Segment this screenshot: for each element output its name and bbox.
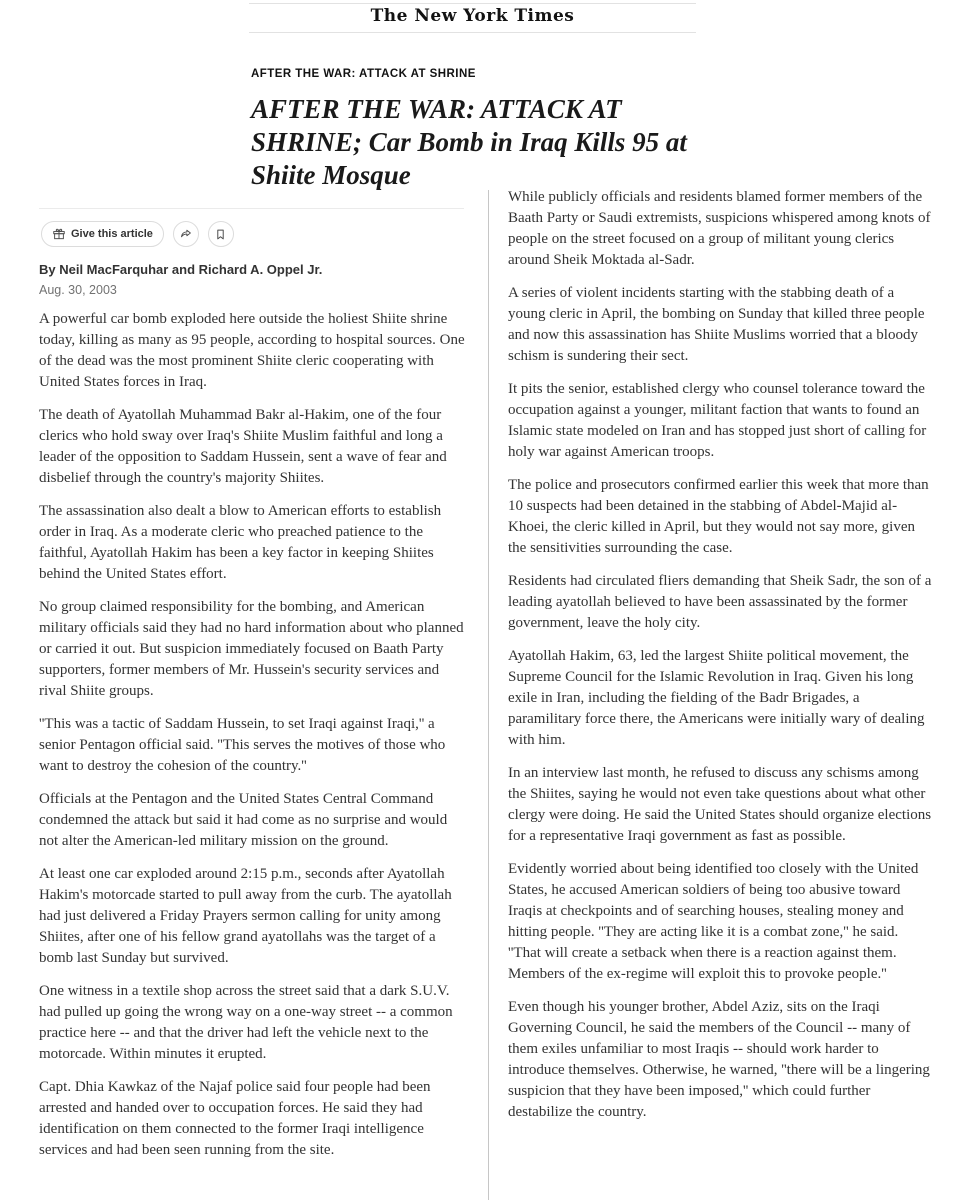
share-tools xyxy=(41,221,467,247)
give-article-label: Give this article xyxy=(71,228,153,240)
nyt-masthead-logo[interactable]: The New York Times xyxy=(370,6,575,26)
article-header xyxy=(251,68,689,192)
article-paragraph: A series of violent incidents starting with the stabbing death of a young cleric in April, the bombing on Sunday that killed three people and now this assassination has Shiite Muslims worried that a bloody schism is sundering their sect. xyxy=(508,285,925,364)
byline: By Neil MacFarquhar and Richard A. Oppel Jr. xyxy=(39,262,323,277)
article-paragraph: It pits the senior, established clergy who counsel tolerance toward the occupation against a younger, militant faction that wants to found an Islamic state modeled on Iran and has stopped just short of calling for holy war against American troops. xyxy=(508,381,927,460)
article-paragraph: The police and prosecutors confirmed earlier this week that more than 10 suspects had been detained in the stabbing of Abdel-Majid al-Khoei, the cleric killed in April, but they would not say more, given the sensitivities surrounding the case. xyxy=(508,477,929,556)
gift-icon xyxy=(52,227,66,241)
article-paragraph: The assassination also dealt a blow to American efforts to establish order in Iraq. As a moderate cleric who preached patience to the faithful, Ayatollah Hakim has been a key factor in keeping Shiites behind the United States effort. xyxy=(39,503,442,582)
bookmark-icon xyxy=(214,228,227,241)
article-paragraph: ''This was a tactic of Saddam Hussein, to set Iraqi against Iraqi,'' a senior Pentagon official said. ''This serves the motives of those who want to destroy the cohesion of the country.'' xyxy=(39,716,446,774)
share-button[interactable] xyxy=(173,221,199,247)
give-article-button[interactable] xyxy=(41,221,164,247)
article-paragraph: A powerful car bomb exploded here outside the holiest Shiite shrine today, killing as many as 95 people, according to hospital sources. One of the dead was the most prominent Shiite cleric cooperating with United States forces in Iraq. xyxy=(39,311,465,390)
article-headline: AFTER THE WAR: ATTACK AT SHRINE; Car Bomb in Iraq Kills 95 at Shiite Mosque xyxy=(251,94,687,190)
article-paragraph: Evidently worried about being identified too closely with the United States, he accused American soldiers of being too abusive toward Iraqis at checkpoints and of searching houses, stealing money and hitting people. ''They are acting like it is a combat zone,'' he said. ''That will create a setback when there is a reaction against them. Members of the ex-regime will exploit this to provoke people.'' xyxy=(508,861,919,982)
publish-date: Aug. 30, 2003 xyxy=(39,283,117,297)
article-paragraph: No group claimed responsibility for the bombing, and American military officials said they had no hard information about who planned or carried it out. But suspicion immediately focused on Baath Party supporters, former members of Mr. Hussein's security services and rival Shiite groups. xyxy=(39,599,464,699)
article-paragraph: The death of Ayatollah Muhammad Bakr al-Hakim, one of the four clerics who hold sway over Iraq's Shiite Muslim faithful and long a leader of the opposition to Saddam Hussein, sent a wave of fear and disbelief through the country's majority Shiites. xyxy=(39,407,447,486)
article-paragraph: Capt. Dhia Kawkaz of the Najaf police said four people had been arrested and handed over to occupation forces. He said they had identification on them connected to the former Iraqi intelligence services and had been seen running from the site. xyxy=(39,1079,431,1158)
article-paragraph: One witness in a textile shop across the street said that a dark S.U.V. had pulled up going the wrong way on a one-way street -- a common practice here -- and that the driver had left the vehicle next to the motorcade. Within minutes it erupted. xyxy=(39,983,453,1062)
article-paragraph: In an interview last month, he refused to discuss any schisms among the Shiites, saying he would not even take questions about what other clergy were doing. He said the United States should organize elections for a representative Iraqi government as fast as possible. xyxy=(508,765,932,844)
share-icon xyxy=(179,227,193,241)
column-divider xyxy=(488,190,489,1200)
tools-divider-rule xyxy=(39,208,464,209)
article-paragraph: Ayatollah Hakim, 63, led the largest Shiite political movement, the Supreme Council for the Islamic Revolution in Iraq. Given his long exile in Iran, including the fielding of the Badr Brigades, a paramilitary force there, the Americans were initially wary of dealing with him. xyxy=(508,648,925,748)
masthead-rule-bottom xyxy=(249,32,696,33)
bookmark-button[interactable] xyxy=(208,221,234,247)
article-paragraph: Residents had circulated fliers demanding that Sheik Sadr, the son of a leading ayatollah believed to have been assassinated by the former government, leave the holy city. xyxy=(508,573,932,631)
article-paragraph: Even though his younger brother, Abdel Aziz, sits on the Iraqi Governing Council, he said the members of the Council -- many of them exiles unfamiliar to most Iraqis -- should work harder to introduce themselves. Otherwise, he warned, ''there will be a lingering suspicion that they have been imposed,'' which could further destabilize the country. xyxy=(508,999,930,1120)
article-paragraph: While publicly officials and residents blamed former members of the Baath Party or Saudi extremists, suspicions whispered among knots of people on the street focused on a group of militant young clerics around Sheik Moktada al-Sadr. xyxy=(508,189,931,268)
right-column xyxy=(508,187,932,1135)
article-paragraph: At least one car exploded around 2:15 p.m., seconds after Ayatollah Hakim's motorcade started to pull away from the curb. The ayatollah had just delivered a Friday Prayers sermon calling for unity among Shiites, after one of his fellow grand ayatollahs was the target of a bomb last Sunday but survived. xyxy=(39,866,452,966)
article-kicker: AFTER THE WAR: ATTACK AT SHRINE xyxy=(251,68,476,80)
masthead-rule-top xyxy=(249,3,696,4)
left-column xyxy=(39,218,467,1173)
article-paragraph: Officials at the Pentagon and the United States Central Command condemned the attack but said it had come as no surprise and would not alter the American-led military mission on the ground. xyxy=(39,791,448,849)
